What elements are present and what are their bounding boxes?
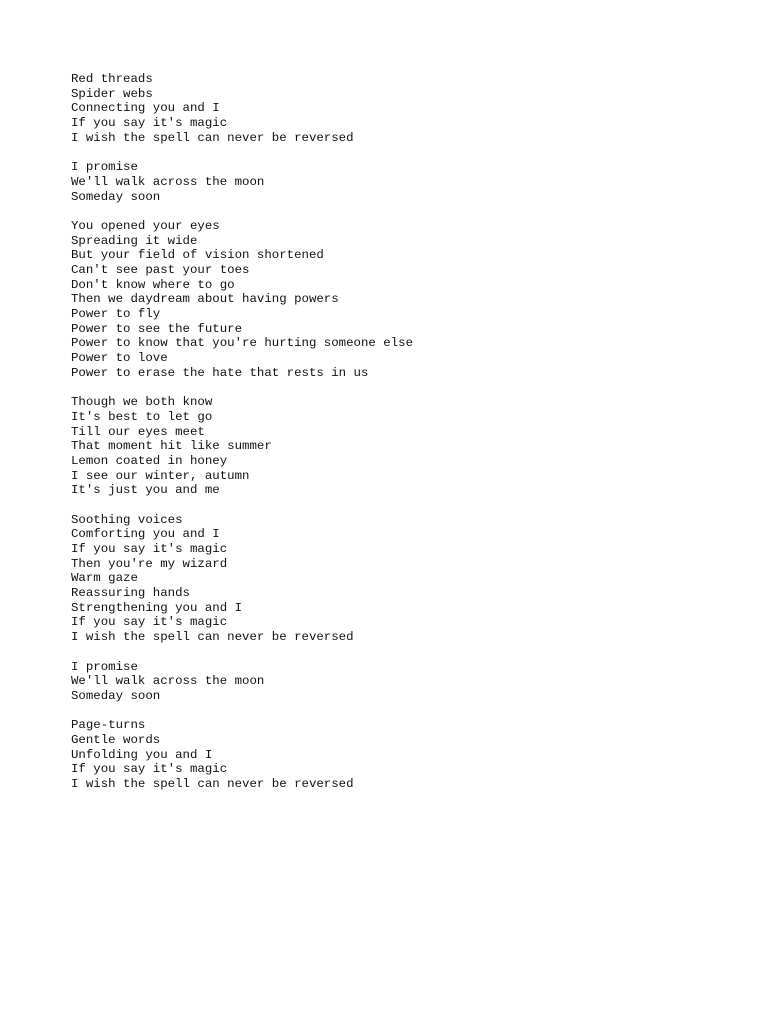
lyric-line: Then you're my wizard xyxy=(71,556,228,571)
lyrics-body xyxy=(71,72,751,806)
lyric-line: You opened your eyes xyxy=(71,218,220,233)
lyric-line: Someday soon xyxy=(71,688,161,703)
lyric-line: If you say it's magic xyxy=(71,542,228,556)
lyric-line: Warm gaze xyxy=(71,571,138,586)
lyric-line: If you say it's magic xyxy=(71,116,228,131)
lyric-line: But your field of vision shortened xyxy=(71,248,324,263)
lyric-line: Reassuring hands xyxy=(71,586,190,601)
lyric-line: It's just you and me xyxy=(71,483,220,498)
lyric-line: Can't see past your toes xyxy=(71,262,250,277)
lyric-line: Till our eyes meet xyxy=(71,424,205,439)
lyric-line: Power to know that you're hurting someone else xyxy=(71,336,414,351)
lyric-line: Spreading it wide xyxy=(71,233,198,248)
lyric-line: I promise xyxy=(71,160,138,175)
lyric-line: If you say it's magic xyxy=(71,762,228,777)
lyric-line: I see our winter, autumn xyxy=(71,468,250,483)
lyric-line: Spider webs xyxy=(71,86,153,101)
stanza xyxy=(71,660,751,704)
lyric-line: Power to see the future xyxy=(71,321,243,336)
stanza xyxy=(71,718,751,791)
lyric-line: Comforting you and I xyxy=(71,527,220,542)
lyric-line: We'll walk across the moon xyxy=(71,674,265,689)
lyric-line: It's best to let go xyxy=(71,409,213,424)
lyric-line: If you say it's magic xyxy=(71,615,228,630)
lyric-line: Red threads xyxy=(71,72,153,86)
lyric-line: I wish the spell can never be reversed xyxy=(71,630,354,645)
stanza xyxy=(71,72,751,145)
lyric-line: Lemon coated in honey xyxy=(71,453,228,468)
lyric-line: Though we both know xyxy=(71,395,213,410)
stanza xyxy=(71,160,751,204)
lyric-line: That moment hit like summer xyxy=(71,439,272,454)
lyric-line: Power to love xyxy=(71,351,168,366)
lyric-line: I wish the spell can never be reversed xyxy=(71,130,354,145)
stanza xyxy=(71,395,751,498)
stanza xyxy=(71,513,751,645)
lyric-line: Power to erase the hate that rests in us xyxy=(71,365,369,380)
lyric-line: Gentle words xyxy=(71,732,161,747)
lyric-line: Then we daydream about having powers xyxy=(71,292,339,307)
lyric-line: Don't know where to go xyxy=(71,277,235,292)
lyric-line: Unfolding you and I xyxy=(71,747,213,762)
lyric-line: Connecting you and I xyxy=(71,101,220,116)
lyric-line: Power to fly xyxy=(71,307,161,321)
lyric-line: Someday soon xyxy=(71,189,161,204)
lyric-line: Soothing voices xyxy=(71,512,183,527)
lyric-line: I promise xyxy=(71,659,138,674)
lyric-line: I wish the spell can never be reversed xyxy=(71,777,354,791)
lyric-line: Page-turns xyxy=(71,718,146,733)
stanza xyxy=(71,219,751,381)
lyric-line: Strengthening you and I xyxy=(71,600,243,615)
lyric-line: We'll walk across the moon xyxy=(71,174,265,189)
